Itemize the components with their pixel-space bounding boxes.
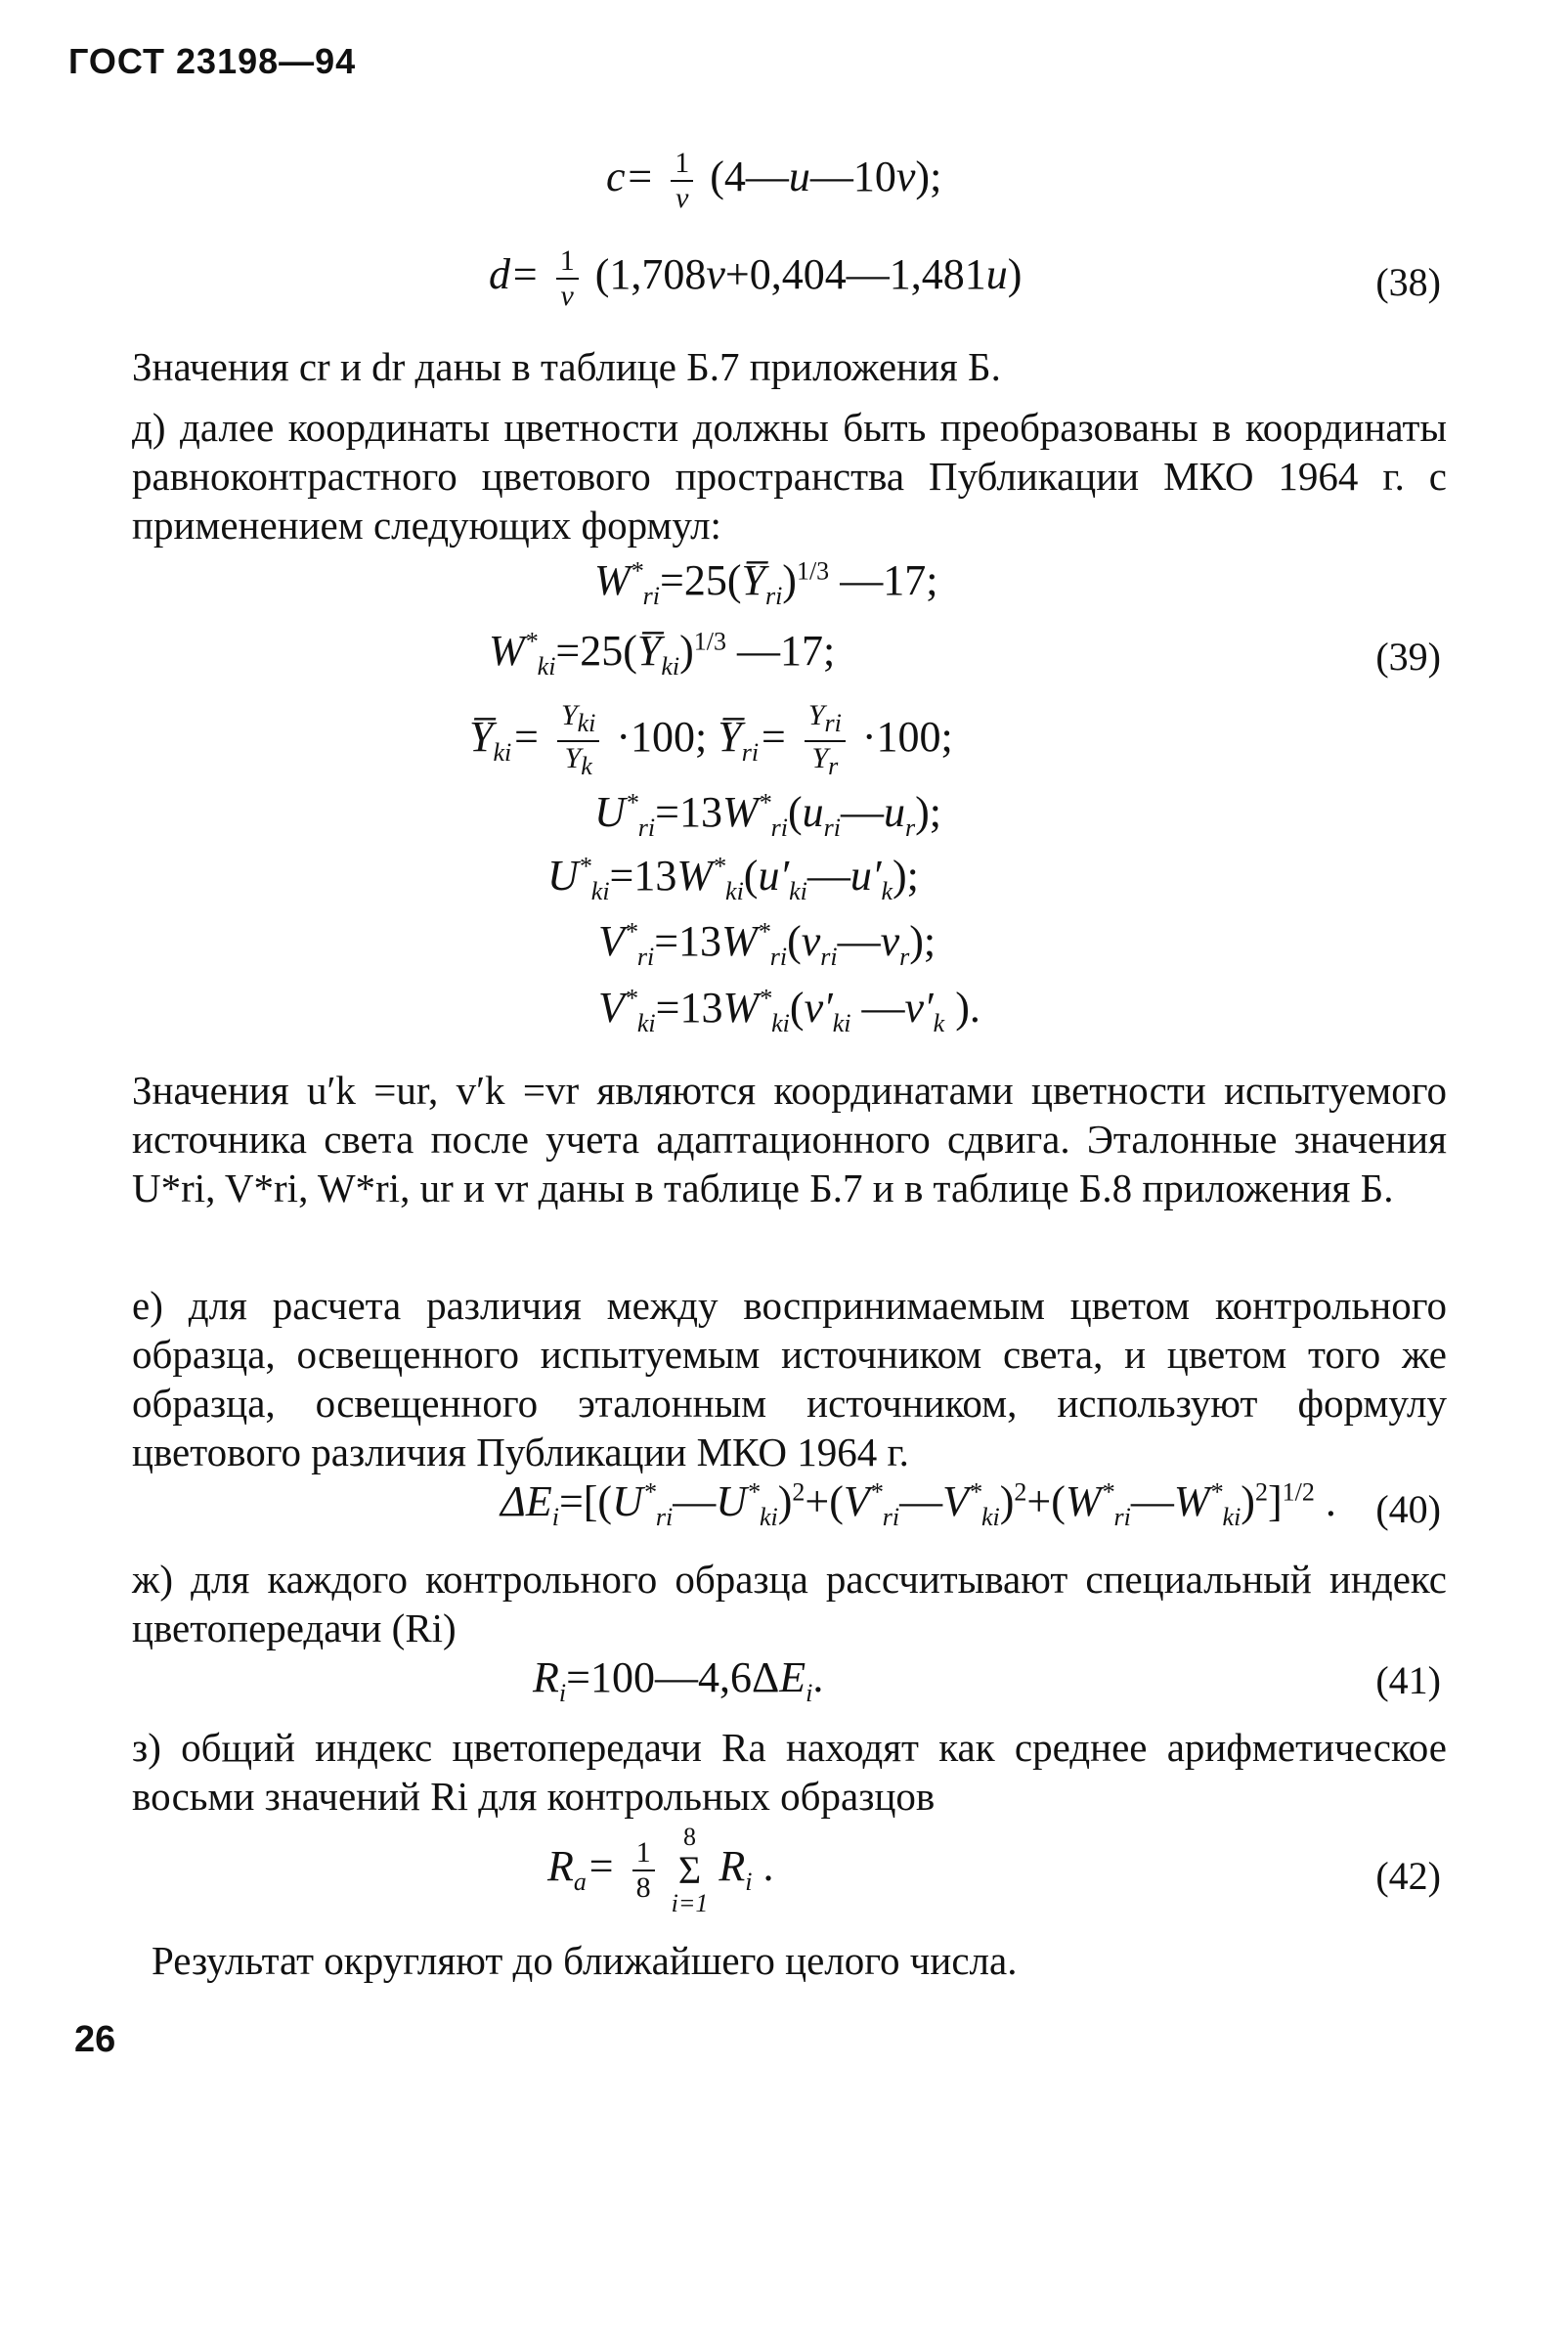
equation-number-41: (41) — [1375, 1658, 1441, 1702]
formula-c: c= $\frac{1}{v}$ (4—u—10v); — [606, 147, 942, 214]
paragraph-result: Результат округляют до ближайшего целого числа. — [152, 1938, 1018, 1983]
paragraph-values: Значения u′k =ur, v′k =vr являются координатами цветности испытуемого источника света после учета адаптационного сдвига. Эталонные значения U*ri, V*ri, W*ri, ur и vr даны в таблице Б.7 и в таблице Б.8 приложения Б. — [132, 1068, 1447, 1210]
formula-41: $R_i=100—4,6\Delta E_i$. — [533, 1653, 824, 1707]
equation-number-40: (40) — [1375, 1487, 1441, 1531]
formula-42: $R_a=$ $\frac{1}{8}$ 8 Σ i=1 $R_i$ . — [547, 1823, 774, 1917]
formula-d: d= $\frac{1}{v}$ (1,708v+0,404—1,481u) — [489, 244, 1023, 312]
equation-number-38: (38) — [1375, 260, 1441, 304]
formula-39-line6: $V^*_{ri}=13W^*_{ri}(v_{ri}—v_r)$; — [598, 917, 936, 971]
paragraph-zh: ж) для каждого контрольного образца рассчитывают специальный индекс цветопередачи (Ri) — [132, 1557, 1447, 1650]
formula-39-line2: $W^*_{ki}=25(Y̅_{ki})^{1/3}$ —17; — [489, 627, 836, 681]
formula-39-line1: $W^*_{ri}=25(Y̅_{ri})^{1/3}$ —17; — [594, 556, 938, 610]
equation-number-39: (39) — [1375, 635, 1441, 679]
formula-39-line7: $V^*_{ki}=13W^*_{ki}(v'_{ki}$ $—v'_k$ ). — [598, 984, 980, 1037]
formula-40: $\Delta E_i=[(U^*_{ri}—U^*_{ki})^2+(V^*_{ri}—V^*_{ki})^2+(W^*_{ri}—W^*_{ki})^2]^{1/2}$ . — [501, 1477, 1336, 1531]
equation-number-42: (42) — [1375, 1854, 1441, 1898]
paragraph-d: д) далее координаты цветности должны быть преобразованы в координаты равноконтрастного цветового пространства Публикации МКО 1964 г. с применением следующих формул: — [132, 405, 1447, 548]
document-header: ГОСТ 23198—94 — [68, 41, 357, 81]
formula-c-text — [0, 2249, 1, 2250]
formula-39-line3: $Y̅_{ki}=$ $\frac{Y_{ki}}{Y_k}$ ·100; $Y̅_{ri}=$ $\frac{Y_{ri}}{Y_r}$ ·100; — [469, 699, 953, 780]
formula-39-line5: $U^*_{ki}=13W^*_{ki}(u'_{ki}—u'_k)$; — [547, 852, 919, 905]
formula-39-line4: $U^*_{ri}=13W^*_{ri}(u_{ri}—u_r)$; — [594, 788, 941, 842]
page-number: 26 — [74, 2019, 116, 2060]
paragraph-z: з) общий индекс цветопередачи Ra находят как среднее арифметическое восьми значений Ri для контрольных образцов — [132, 1725, 1447, 1819]
paragraph-e: е) для расчета различия между воспринимаемым цветом контрольного образца, освещенного испытуемым источником света, и цветом того же образца, освещенного эталонным источником, используют формулу цветового различия Публикации МКО 1964 г. — [132, 1283, 1447, 1474]
paragraph-cr-dr: Значения cr и dr даны в таблице Б.7 приложения Б. — [132, 344, 1001, 389]
